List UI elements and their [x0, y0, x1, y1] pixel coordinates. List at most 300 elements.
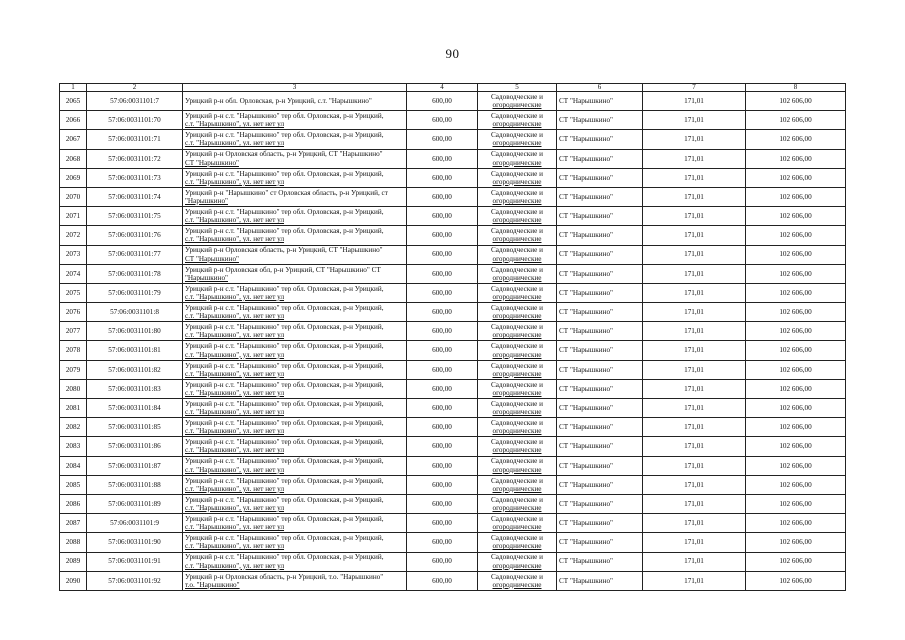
cadastral-value: 102 606,00: [746, 341, 846, 360]
address-line-1: Урицкий р-н с.т. "Нарышкино" тер обл. Орловская, р-н Урицкий,: [185, 380, 384, 389]
row-number: 2081: [60, 399, 87, 418]
area-value: 600,00: [407, 245, 478, 264]
organization-name: СТ "Нарышкино": [557, 149, 643, 168]
cadastral-number: 57:06:0031101:7: [87, 92, 183, 111]
land-use-line-2: огороднические: [492, 158, 542, 167]
table-row: [60, 379, 846, 398]
address-line-2: с.т. "Нарышкино", ул. нет нет ул: [185, 446, 285, 455]
area-value: 600,00: [407, 399, 478, 418]
organization-name: СТ "Нарышкино": [557, 303, 643, 322]
address-line-2: с.т. "Нарышкино", ул. нет нет ул: [185, 523, 285, 532]
cadastral-value: 102 606,00: [746, 475, 846, 494]
address-cell: [183, 399, 407, 418]
address-line-1: Урицкий р-н с.т. "Нарышкино" тер обл. Орловская, р-н Урицкий,: [185, 476, 384, 485]
area-value: 600,00: [407, 533, 478, 552]
address-cell: [183, 475, 407, 494]
land-use-cell: [478, 437, 557, 456]
organization-name: СТ "Нарышкино": [557, 360, 643, 379]
table-row: [60, 456, 846, 475]
land-use-cell: [478, 322, 557, 341]
address-line-2: "Нарышкино": [185, 197, 228, 206]
cadastral-value: 102 606,00: [746, 264, 846, 283]
cadastral-number: 57:06:0031101:90: [87, 533, 183, 552]
table-body: [60, 84, 846, 591]
address-line-2: с.т. "Нарышкино", ул. нет нет ул: [185, 427, 285, 436]
cadastral-value: 102 606,00: [746, 456, 846, 475]
specific-value: 171,01: [643, 92, 746, 111]
address-line-2: с.т. "Нарышкино", ул. нет нет ул: [185, 312, 285, 321]
land-use-line-1: Садоводческие и: [491, 169, 543, 178]
address-line-2: с.т. "Нарышкино", ул. нет нет ул: [185, 388, 285, 397]
address-line-2: с.т. "Нарышкино", ул. нет нет ул: [185, 350, 285, 359]
land-use-line-2: огороднические: [492, 369, 542, 378]
specific-value: 171,01: [643, 514, 746, 533]
land-use-line-2: огороднические: [492, 561, 542, 570]
specific-value: 171,01: [643, 303, 746, 322]
address-line-2: СТ "Нарышкино": [185, 158, 239, 167]
specific-value: 171,01: [643, 111, 746, 130]
row-number: 2076: [60, 303, 87, 322]
address-cell: [183, 341, 407, 360]
land-use-line-2: огороднические: [492, 120, 542, 129]
land-use-line-1: Садоводческие и: [491, 380, 543, 389]
address-line-2: с.т. "Нарышкино", ул. нет нет ул: [185, 331, 285, 340]
address-line-1: Урицкий р-н с.т. "Нарышкино" тер обл. Орловская, р-н Урицкий,: [185, 515, 384, 524]
land-use-line-1: Садоводческие и: [491, 534, 543, 543]
cadastral-value: 102 606,00: [746, 533, 846, 552]
row-number: 2082: [60, 418, 87, 437]
land-use-cell: [478, 456, 557, 475]
cadastral-number: 57:06:0031101:77: [87, 245, 183, 264]
cadastral-value: 102 606,00: [746, 552, 846, 571]
cadastral-number: 57:06:0031101:76: [87, 226, 183, 245]
address-line-2: с.т. "Нарышкино", ул. нет нет ул: [185, 465, 285, 474]
address-line-2: с.т. "Нарышкино", ул. нет нет ул: [185, 292, 285, 301]
address-cell: [183, 303, 407, 322]
specific-value: 171,01: [643, 341, 746, 360]
table-row: [60, 360, 846, 379]
organization-name: СТ "Нарышкино": [557, 379, 643, 398]
land-use-line-1: Садоводческие и: [491, 92, 543, 101]
land-use-cell: [478, 341, 557, 360]
land-use-line-1: Садоводческие и: [491, 188, 543, 197]
land-use-cell: [478, 514, 557, 533]
cadastral-number: 57:06:0031101:81: [87, 341, 183, 360]
address-line-1: Урицкий р-н с.т. "Нарышкино" тер обл. Орловская, р-н Урицкий,: [185, 495, 384, 504]
specific-value: 171,01: [643, 226, 746, 245]
table-row: [60, 245, 846, 264]
address-cell: [183, 360, 407, 379]
cadastral-number: 57:06:0031101:70: [87, 111, 183, 130]
address-line-1: Урицкий р-н с.т. "Нарышкино" тер обл. Орловская, р-н Урицкий,: [185, 303, 384, 312]
cadastral-number: 57:06:0031101:84: [87, 399, 183, 418]
address-line-2: с.т. "Нарышкино", ул. нет нет ул: [185, 504, 285, 513]
column-number-header-row: [60, 84, 846, 92]
land-use-line-2: огороднические: [492, 504, 542, 513]
land-use-line-1: Садоводческие и: [491, 150, 543, 159]
specific-value: 171,01: [643, 418, 746, 437]
land-use-line-1: Садоводческие и: [491, 419, 543, 428]
area-value: 600,00: [407, 437, 478, 456]
land-use-line-2: огороднические: [492, 273, 542, 282]
land-use-cell: [478, 226, 557, 245]
land-use-line-2: огороднические: [492, 254, 542, 263]
area-value: 600,00: [407, 149, 478, 168]
land-use-line-2: огороднические: [492, 580, 542, 589]
address-cell: [183, 207, 407, 226]
address-cell: [183, 111, 407, 130]
cadastral-number: 57:06:0031101:9: [87, 514, 183, 533]
address-line-2: с.т. "Нарышкино", ул. нет нет ул: [185, 177, 285, 186]
organization-name: СТ "Нарышкино": [557, 168, 643, 187]
land-use-cell: [478, 303, 557, 322]
land-use-cell: [478, 360, 557, 379]
column-number-header: 8: [746, 84, 846, 92]
cadastral-value: 102 606,00: [746, 111, 846, 130]
specific-value: 171,01: [643, 456, 746, 475]
row-number: 2086: [60, 494, 87, 513]
area-value: 600,00: [407, 494, 478, 513]
table-row: [60, 149, 846, 168]
cadastral-number: 57:06:0031101:71: [87, 130, 183, 149]
row-number: 2067: [60, 130, 87, 149]
column-number-header: 4: [407, 84, 478, 92]
row-number: 2069: [60, 168, 87, 187]
address-line-1: Урицкий р-н с.т. "Нарышкино" тер обл. Орловская, р-н Урицкий,: [185, 208, 384, 217]
land-use-line-2: огороднические: [492, 446, 542, 455]
address-cell: [183, 514, 407, 533]
land-use-line-1: Садоводческие и: [491, 246, 543, 255]
cadastral-value: 102 606,00: [746, 92, 846, 111]
organization-name: СТ "Нарышкино": [557, 399, 643, 418]
land-use-line-2: огороднические: [492, 388, 542, 397]
land-use-line-2: огороднические: [492, 312, 542, 321]
specific-value: 171,01: [643, 245, 746, 264]
specific-value: 171,01: [643, 360, 746, 379]
table-row: [60, 187, 846, 206]
cadastral-number: 57:06:0031101:73: [87, 168, 183, 187]
address-cell: [183, 149, 407, 168]
address-line-1: Урицкий р-н с.т. "Нарышкино" тер обл. Орловская, р-н Урицкий,: [185, 323, 384, 332]
land-use-line-2: огороднические: [492, 177, 542, 186]
specific-value: 171,01: [643, 264, 746, 283]
specific-value: 171,01: [643, 207, 746, 226]
address-cell: [183, 379, 407, 398]
area-value: 600,00: [407, 283, 478, 302]
specific-value: 171,01: [643, 552, 746, 571]
organization-name: СТ "Нарышкино": [557, 207, 643, 226]
area-value: 600,00: [407, 341, 478, 360]
cadastral-value: 102 606,00: [746, 149, 846, 168]
table-row: [60, 341, 846, 360]
cadastral-value: 102 606,00: [746, 226, 846, 245]
address-line-1: Урицкий р-н с.т. "Нарышкино" тер обл. Орловская, р-н Урицкий,: [185, 361, 384, 370]
area-value: 600,00: [407, 379, 478, 398]
specific-value: 171,01: [643, 533, 746, 552]
cadastral-value: 102 606,00: [746, 437, 846, 456]
area-value: 600,00: [407, 168, 478, 187]
specific-value: 171,01: [643, 399, 746, 418]
land-use-line-1: Садоводческие и: [491, 208, 543, 217]
address-line-2: "Нарышкино": [185, 273, 228, 282]
land-use-line-2: огороднические: [492, 197, 542, 206]
land-use-cell: [478, 552, 557, 571]
land-use-line-1: Садоводческие и: [491, 342, 543, 351]
table-row: [60, 207, 846, 226]
land-use-line-2: огороднические: [492, 216, 542, 225]
address-line-2: с.т. "Нарышкино", ул. нет нет ул: [185, 542, 285, 551]
land-use-line-2: огороднические: [492, 292, 542, 301]
land-use-line-1: Садоводческие и: [491, 227, 543, 236]
area-value: 600,00: [407, 207, 478, 226]
land-use-line-1: Садоводческие и: [491, 323, 543, 332]
address-cell: [183, 245, 407, 264]
cadastral-value: 102 606,00: [746, 322, 846, 341]
cadastral-number: 57:06:0031101:8: [87, 303, 183, 322]
address-line-1: Урицкий р-н с.т. "Нарышкино" тер обл. Орловская, р-н Урицкий,: [185, 284, 384, 293]
table-row: [60, 418, 846, 437]
table-row: [60, 399, 846, 418]
row-number: 2090: [60, 571, 87, 590]
table-row: [60, 552, 846, 571]
address-cell: [183, 92, 407, 111]
column-number-header: 7: [643, 84, 746, 92]
area-value: 600,00: [407, 226, 478, 245]
address-line-1: Урицкий р-н с.т. "Нарышкино" тер обл. Орловская, р-н Урицкий,: [185, 131, 384, 140]
address-cell: [183, 552, 407, 571]
row-number: 2068: [60, 149, 87, 168]
organization-name: СТ "Нарышкино": [557, 187, 643, 206]
address-line-2: с.т. "Нарышкино", ул. нет нет ул: [185, 120, 285, 129]
land-use-cell: [478, 245, 557, 264]
address-line-1: Урицкий р-н Орловская область, р-н Урицкий, СТ "Нарышкино": [185, 246, 383, 255]
address-cell: [183, 533, 407, 552]
area-value: 600,00: [407, 552, 478, 571]
land-use-line-2: огороднические: [492, 139, 542, 148]
cadastral-value: 102 606,00: [746, 303, 846, 322]
land-use-cell: [478, 494, 557, 513]
table-row: [60, 322, 846, 341]
address-cell: [183, 437, 407, 456]
table-row: [60, 475, 846, 494]
specific-value: 171,01: [643, 283, 746, 302]
land-use-line-1: Садоводческие и: [491, 457, 543, 466]
area-value: 600,00: [407, 264, 478, 283]
specific-value: 171,01: [643, 571, 746, 590]
row-number: 2079: [60, 360, 87, 379]
cadastral-number: 57:06:0031101:91: [87, 552, 183, 571]
land-use-cell: [478, 187, 557, 206]
cadastral-number: 57:06:0031101:88: [87, 475, 183, 494]
address-line-2: с.т. "Нарышкино", ул. нет нет ул: [185, 139, 285, 148]
land-use-cell: [478, 571, 557, 590]
cadastral-value: 102 606,00: [746, 379, 846, 398]
organization-name: СТ "Нарышкино": [557, 418, 643, 437]
area-value: 600,00: [407, 303, 478, 322]
cadastral-number: 57:06:0031101:75: [87, 207, 183, 226]
land-use-cell: [478, 149, 557, 168]
address-line-2: с.т. "Нарышкино", ул. нет нет ул: [185, 561, 285, 570]
address-line-2: с.т. "Нарышкино", ул. нет нет ул: [185, 216, 285, 225]
row-number: 2088: [60, 533, 87, 552]
cadastral-value: 102 606,00: [746, 130, 846, 149]
address-cell: [183, 226, 407, 245]
row-number: 2066: [60, 111, 87, 130]
cadastral-value: 102 606,00: [746, 187, 846, 206]
column-number-header: 5: [478, 84, 557, 92]
land-use-cell: [478, 264, 557, 283]
land-use-line-1: Садоводческие и: [491, 399, 543, 408]
land-use-line-2: огороднические: [492, 484, 542, 493]
organization-name: СТ "Нарышкино": [557, 475, 643, 494]
land-use-line-2: огороднические: [492, 408, 542, 417]
address-line-1: Урицкий р-н с.т. "Нарышкино" тер обл. Орловская, р-н Урицкий,: [185, 227, 384, 236]
land-use-cell: [478, 418, 557, 437]
land-use-cell: [478, 379, 557, 398]
organization-name: СТ "Нарышкино": [557, 264, 643, 283]
address-line-1: Урицкий р-н "Нарышкино" ст Орловская область, р-н Урицкий, ст: [185, 188, 388, 197]
cadastral-value: 102 606,00: [746, 399, 846, 418]
table-row: [60, 303, 846, 322]
cadastral-number: 57:06:0031101:83: [87, 379, 183, 398]
land-use-line-2: огороднические: [492, 235, 542, 244]
table-row: [60, 533, 846, 552]
page-number: 90: [445, 46, 460, 61]
cadastral-value: 102 606,00: [746, 168, 846, 187]
table-row: [60, 283, 846, 302]
cadastral-number: 57:06:0031101:87: [87, 456, 183, 475]
cadastral-value: 102 606,00: [746, 360, 846, 379]
organization-name: СТ "Нарышкино": [557, 322, 643, 341]
address-line-2: с.т. "Нарышкино", ул. нет нет ул: [185, 408, 285, 417]
organization-name: СТ "Нарышкино": [557, 494, 643, 513]
land-use-line-1: Садоводческие и: [491, 112, 543, 121]
land-use-line-1: Садоводческие и: [491, 476, 543, 485]
cadastral-value: 102 606,00: [746, 571, 846, 590]
address-line-1: Урицкий р-н Орловская область, р-н Урицкий, т.о. "Нарышкино": [185, 572, 384, 581]
area-value: 600,00: [407, 418, 478, 437]
land-use-cell: [478, 207, 557, 226]
address-line-1: Урицкий р-н с.т. "Нарышкино" тер обл. Орловская, р-н Урицкий,: [185, 342, 384, 351]
specific-value: 171,01: [643, 379, 746, 398]
table-row: [60, 111, 846, 130]
specific-value: 171,01: [643, 187, 746, 206]
address-cell: [183, 130, 407, 149]
specific-value: 171,01: [643, 130, 746, 149]
row-number: 2074: [60, 264, 87, 283]
land-use-cell: [478, 475, 557, 494]
land-plot-registry-table: [59, 83, 846, 591]
address-line-2: СТ "Нарышкино": [185, 254, 239, 263]
address-line-2: т.о. "Нарышкино": [185, 580, 240, 589]
table-row: [60, 514, 846, 533]
organization-name: СТ "Нарышкино": [557, 456, 643, 475]
area-value: 600,00: [407, 360, 478, 379]
land-use-line-2: огороднические: [492, 427, 542, 436]
cadastral-number: 57:06:0031101:72: [87, 149, 183, 168]
cadastral-number: 57:06:0031101:86: [87, 437, 183, 456]
address-line-1: Урицкий р-н Орловская область, р-н Урицкий, СТ "Нарышкино": [185, 150, 383, 159]
land-use-line-1: Садоводческие и: [491, 284, 543, 293]
area-value: 600,00: [407, 92, 478, 111]
row-number: 2073: [60, 245, 87, 264]
land-use-cell: [478, 168, 557, 187]
land-use-line-2: огороднические: [492, 523, 542, 532]
area-value: 600,00: [407, 111, 478, 130]
row-number: 2070: [60, 187, 87, 206]
table-row: [60, 264, 846, 283]
address-line-1: Урицкий р-н с.т. "Нарышкино" тер обл. Орловская, р-н Урицкий,: [185, 399, 384, 408]
address-cell: [183, 322, 407, 341]
cadastral-number: 57:06:0031101:74: [87, 187, 183, 206]
table-row: [60, 92, 846, 111]
organization-name: СТ "Нарышкино": [557, 552, 643, 571]
address-line-1: Урицкий р-н с.т. "Нарышкино" тер обл. Орловская, р-н Урицкий,: [185, 457, 384, 466]
row-number: 2075: [60, 283, 87, 302]
address-line-1: Урицкий р-н с.т. "Нарышкино" тер обл. Орловская, р-н Урицкий,: [185, 169, 384, 178]
land-use-line-2: огороднические: [492, 101, 542, 110]
land-use-cell: [478, 283, 557, 302]
organization-name: СТ "Нарышкино": [557, 437, 643, 456]
column-number-header: 3: [183, 84, 407, 92]
address-line-2: с.т. "Нарышкино", ул. нет нет ул: [185, 369, 285, 378]
cadastral-value: 102 606,00: [746, 514, 846, 533]
address-cell: [183, 494, 407, 513]
area-value: 600,00: [407, 456, 478, 475]
row-number: 2071: [60, 207, 87, 226]
row-number: 2065: [60, 92, 87, 111]
row-number: 2072: [60, 226, 87, 245]
cadastral-value: 102 606,00: [746, 283, 846, 302]
cadastral-number: 57:06:0031101:85: [87, 418, 183, 437]
address-line-2: с.т. "Нарышкино", ул. нет нет ул: [185, 235, 285, 244]
specific-value: 171,01: [643, 494, 746, 513]
land-use-line-2: огороднические: [492, 331, 542, 340]
organization-name: СТ "Нарышкино": [557, 341, 643, 360]
area-value: 600,00: [407, 475, 478, 494]
cadastral-number: 57:06:0031101:89: [87, 494, 183, 513]
column-number-header: 2: [87, 84, 183, 92]
address-line-1: Урицкий р-н с.т. "Нарышкино" тер обл. Орловская, р-н Урицкий,: [185, 534, 384, 543]
address-cell: [183, 418, 407, 437]
address-line-1: Урицкий р-н Орловская обл, р-н Урицкий, СТ "Нарышкино" СТ: [185, 265, 381, 274]
table-row: [60, 168, 846, 187]
address-cell: [183, 571, 407, 590]
address-cell: [183, 283, 407, 302]
table-row: [60, 494, 846, 513]
address-line-1: Урицкий р-н с.т. "Нарышкино" тер обл. Орловская, р-н Урицкий,: [185, 112, 384, 121]
row-number: 2085: [60, 475, 87, 494]
specific-value: 171,01: [643, 168, 746, 187]
land-use-line-2: огороднические: [492, 465, 542, 474]
cadastral-number: 57:06:0031101:79: [87, 283, 183, 302]
land-use-line-1: Садоводческие и: [491, 572, 543, 581]
land-use-line-1: Садоводческие и: [491, 515, 543, 524]
organization-name: СТ "Нарышкино": [557, 226, 643, 245]
row-number: 2084: [60, 456, 87, 475]
address-line-2: с.т. "Нарышкино", ул. нет нет ул: [185, 484, 285, 493]
address-line-1: Урицкий р-н с.т. "Нарышкино" тер обл. Орловская, р-н Урицкий,: [185, 438, 384, 447]
area-value: 600,00: [407, 514, 478, 533]
address-line-1: Урицкий р-н обл. Орловская, р-н Урицкий, с.т. "Нарышкино": [185, 96, 372, 105]
specific-value: 171,01: [643, 322, 746, 341]
row-number: 2089: [60, 552, 87, 571]
column-number-header: 1: [60, 84, 87, 92]
address-line-1: Урицкий р-н с.т. "Нарышкино" тер обл. Орловская, р-н Урицкий,: [185, 419, 384, 428]
land-use-line-2: огороднические: [492, 350, 542, 359]
address-cell: [183, 264, 407, 283]
area-value: 600,00: [407, 187, 478, 206]
